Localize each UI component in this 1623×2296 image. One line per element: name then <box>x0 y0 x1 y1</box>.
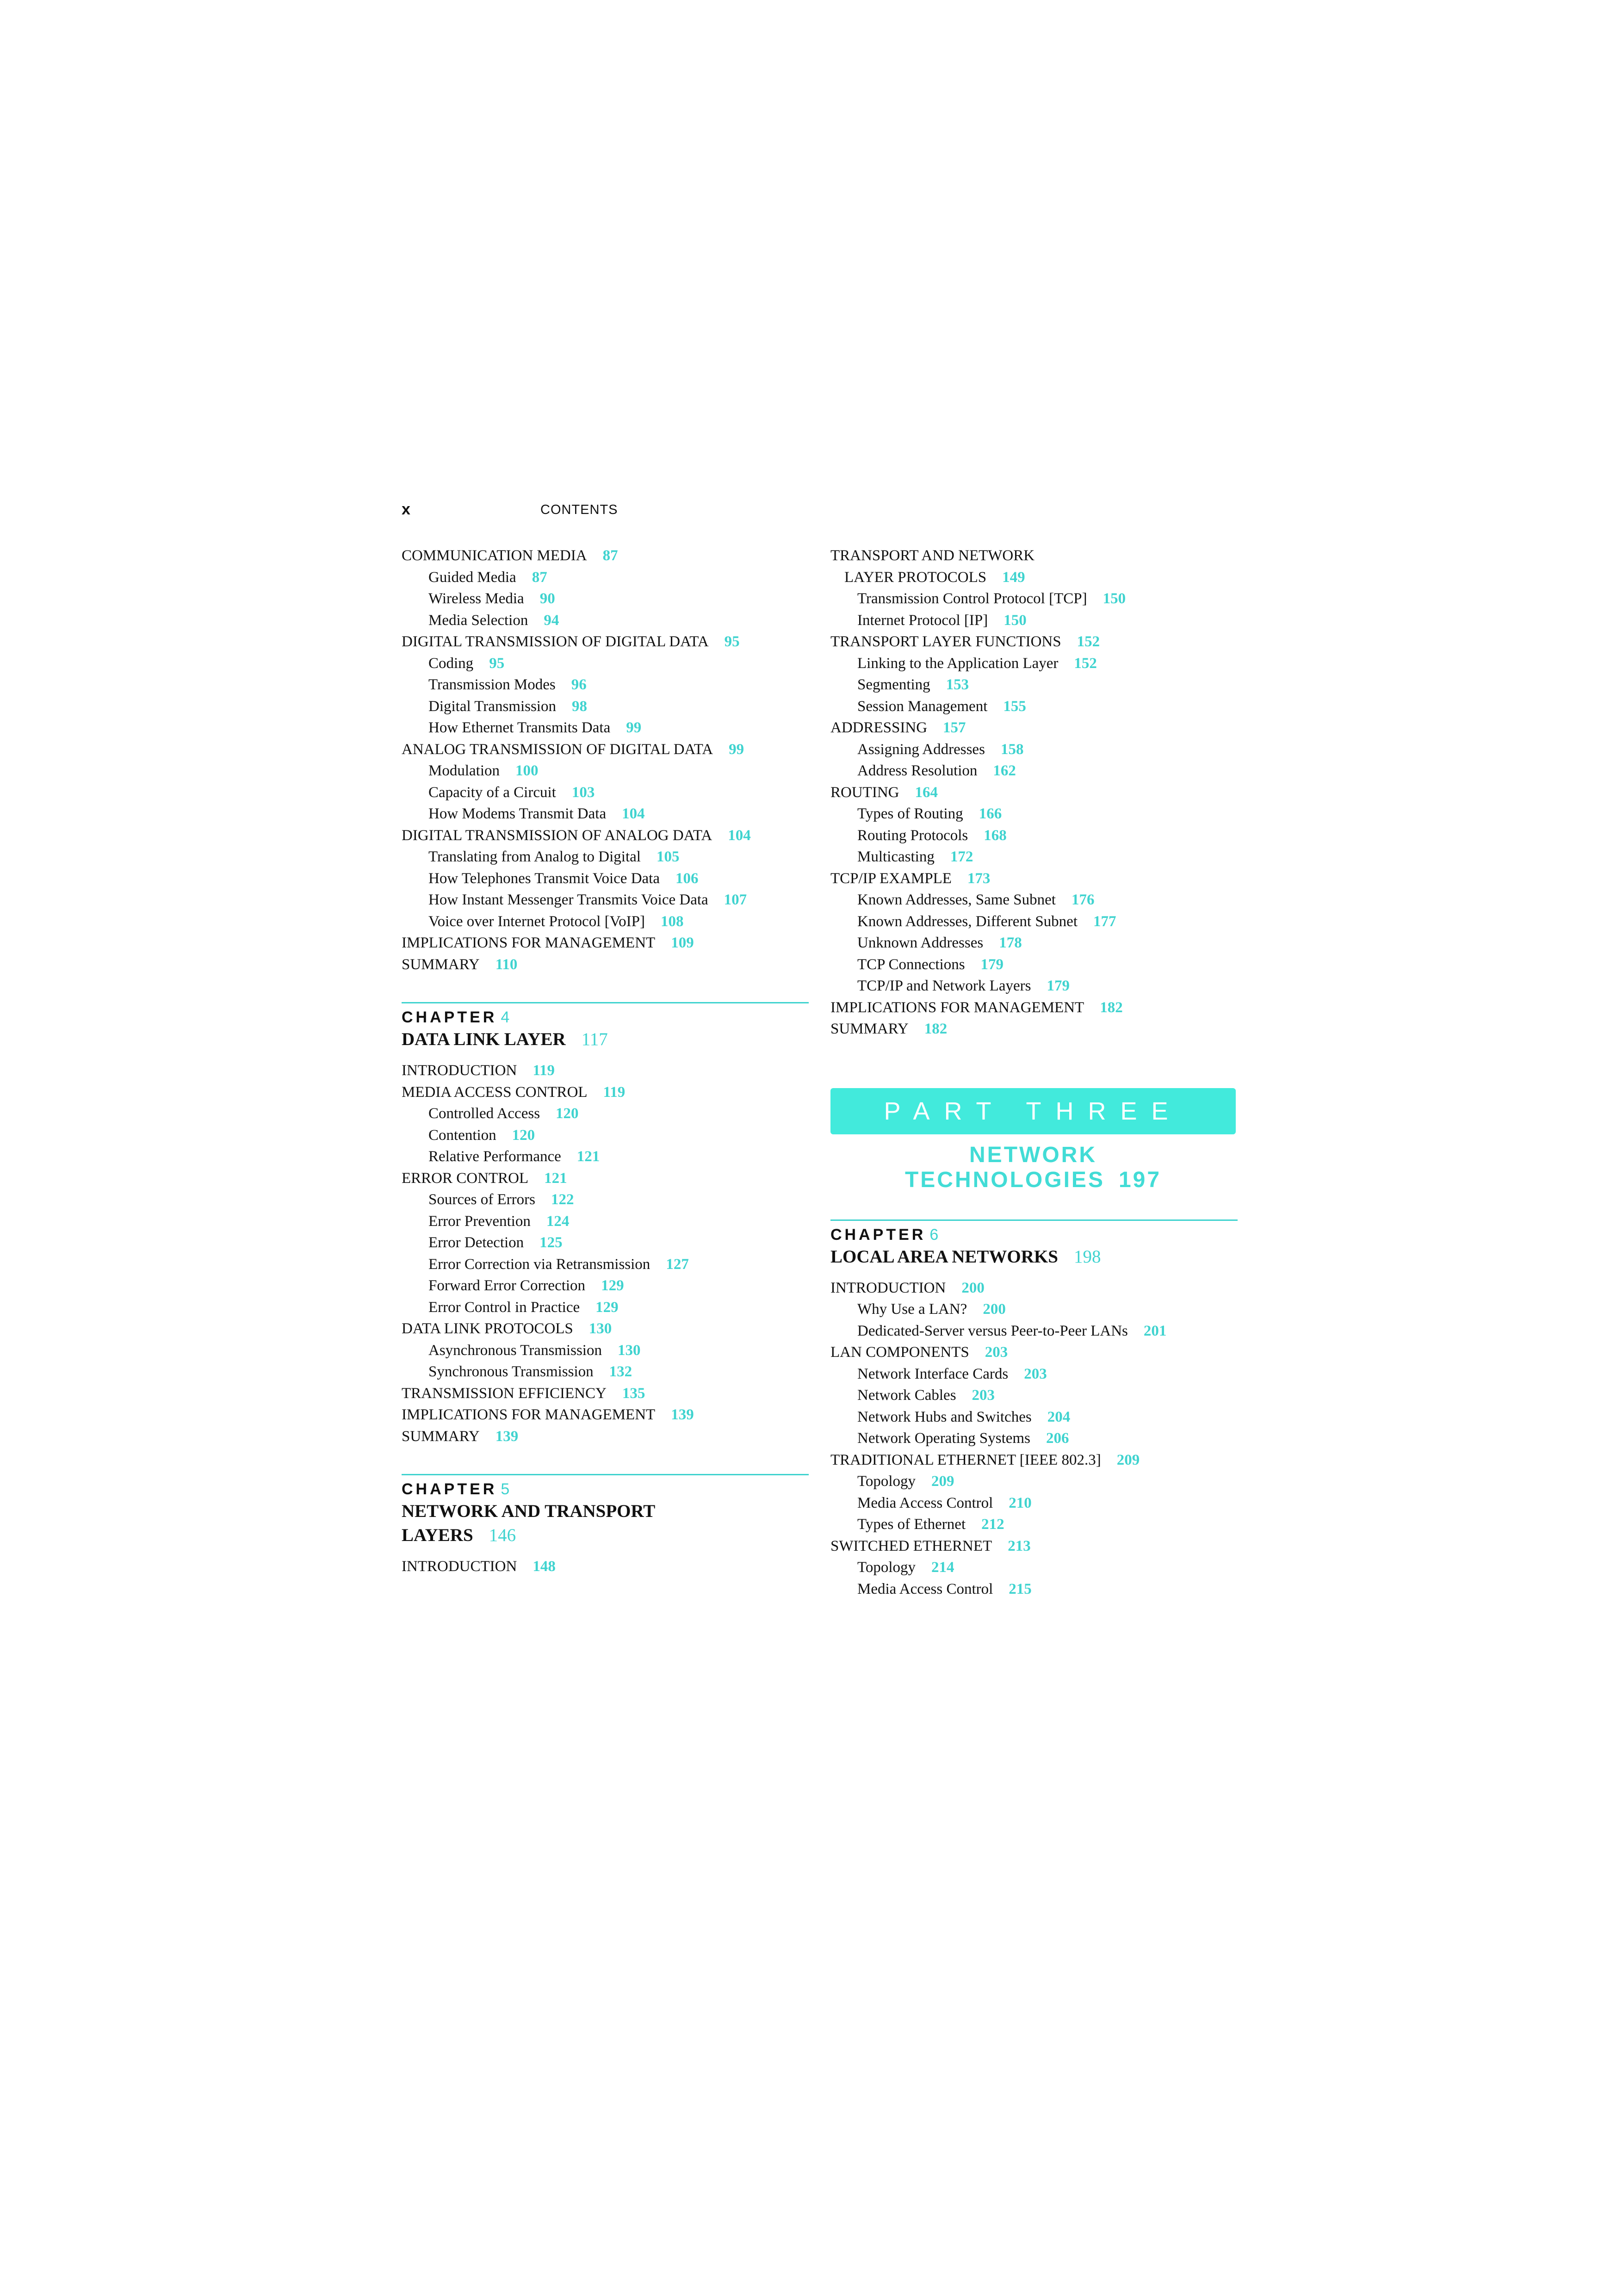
chapter-6-label: CHAPTER 6 <box>830 1225 942 1244</box>
toc-entry-title: IMPLICATIONS FOR MANAGEMENT <box>830 999 1084 1016</box>
toc-page-number: 125 <box>539 1234 563 1251</box>
toc-entry-title: Network Operating Systems <box>857 1430 1030 1447</box>
toc-subentry[interactable] <box>830 846 1238 868</box>
toc-entry[interactable] <box>830 1449 1238 1471</box>
toc-subentry[interactable] <box>830 1492 1238 1514</box>
toc-subentry[interactable] <box>402 1103 809 1125</box>
toc-page-number: 150 <box>1103 590 1126 607</box>
part-three-banner: PART THREE <box>830 1088 1236 1134</box>
toc-entry-title: Network Cables <box>857 1387 956 1404</box>
toc-page-number: 99 <box>729 741 744 758</box>
toc-entry[interactable] <box>402 1318 809 1340</box>
toc-page-number: 177 <box>1093 913 1116 930</box>
toc-page-number: 182 <box>924 1021 948 1037</box>
toc-entry-title: Topology <box>857 1473 916 1490</box>
toc-subentry[interactable] <box>402 1340 809 1362</box>
toc-entry-title: How Ethernet Transmits Data <box>428 719 611 736</box>
toc-entry-title: Relative Performance <box>428 1148 561 1165</box>
toc-entry-title: TCP/IP and Network Layers <box>857 978 1031 994</box>
toc-page-number: 110 <box>495 956 518 973</box>
toc-page-number: 87 <box>602 547 618 564</box>
toc-subentry[interactable] <box>402 760 809 782</box>
toc-page-number: 152 <box>1074 655 1097 672</box>
toc-entry-title: Dedicated-Server versus Peer-to-Peer LANs <box>857 1322 1128 1339</box>
toc-page-number: 94 <box>544 612 559 629</box>
toc-subentry[interactable] <box>402 1254 809 1275</box>
toc-page-number: 179 <box>980 956 1004 973</box>
toc-page-number: 212 <box>981 1516 1004 1533</box>
toc-entry-title: Modulation <box>428 762 500 779</box>
toc-page-number: 164 <box>915 784 938 801</box>
toc-entry[interactable] <box>830 1535 1238 1557</box>
toc-entry-title: ERROR CONTROL <box>402 1170 529 1187</box>
toc-entry-title: Guided Media <box>428 569 516 586</box>
toc-entry-title: Media Access Control <box>857 1494 993 1511</box>
toc-subentry[interactable] <box>402 588 809 610</box>
toc-entry[interactable] <box>830 1277 1238 1299</box>
toc-subentry[interactable] <box>830 1406 1238 1428</box>
toc-page-number: 124 <box>546 1213 570 1230</box>
toc-page-number: 104 <box>622 805 645 822</box>
toc-page-number: 139 <box>671 1406 694 1423</box>
toc-entry-title: How Modems Transmit Data <box>428 805 607 822</box>
toc-entry-title: Transmission Modes <box>428 676 556 693</box>
chapter-5-page: 146 <box>489 1525 516 1545</box>
toc-page-number: 99 <box>626 719 642 736</box>
toc-page-number: 179 <box>1047 978 1070 994</box>
toc-entry[interactable] <box>830 631 1238 653</box>
toc-subentry[interactable] <box>830 975 1238 997</box>
toc-entry-title: Transmission Control Protocol [TCP] <box>857 590 1087 607</box>
toc-entry[interactable] <box>830 1018 1238 1040</box>
toc-subentry[interactable] <box>402 782 809 804</box>
toc-subentry[interactable] <box>830 696 1238 718</box>
toc-entry-title: INTRODUCTION <box>402 1062 517 1079</box>
toc-entry-title: COMMUNICATION MEDIA <box>402 547 587 564</box>
toc-page-number: 214 <box>931 1559 954 1576</box>
toc-page-number: 105 <box>656 848 680 865</box>
toc-page-number: 120 <box>512 1126 535 1144</box>
toc-entry-title: SWITCHED ETHERNET <box>830 1537 992 1554</box>
toc-entry-title: Media Selection <box>428 612 528 629</box>
toc-page-number: 95 <box>724 633 740 650</box>
toc-subentry[interactable] <box>402 1275 809 1297</box>
toc-entry-title: ADDRESSING <box>830 719 928 736</box>
toc-entry[interactable] <box>830 1342 1238 1363</box>
toc-entry[interactable] <box>402 1404 809 1426</box>
toc-page-number: 200 <box>983 1301 1006 1318</box>
toc-page-number: 155 <box>1003 698 1026 715</box>
toc-entry-title: Controlled Access <box>428 1105 540 1122</box>
toc-page-number: 109 <box>671 934 694 951</box>
toc-subentry[interactable] <box>830 1557 1238 1578</box>
toc-entry-title: Segmenting <box>857 676 930 693</box>
toc-entry-title: Routing Protocols <box>857 827 968 844</box>
toc-page-number: 203 <box>972 1387 995 1404</box>
toc-subentry[interactable] <box>830 932 1238 954</box>
toc-page-number: 87 <box>532 569 547 586</box>
toc-page-number: 106 <box>675 870 699 887</box>
toc-subentry[interactable] <box>402 803 809 825</box>
toc-page-number: 130 <box>617 1342 641 1359</box>
toc-entry[interactable] <box>830 868 1238 890</box>
toc-subentry[interactable] <box>830 825 1238 847</box>
toc-entry[interactable] <box>830 567 1238 588</box>
chapter-6-title[interactable]: LOCAL AREA NETWORKS 198 <box>830 1246 1101 1267</box>
toc-right-column <box>830 545 1238 1600</box>
toc-entry-title: Contention <box>428 1126 496 1144</box>
toc-entry[interactable] <box>402 545 809 567</box>
toc-page-number: 129 <box>595 1299 619 1316</box>
toc-entry-title: DATA LINK PROTOCOLS <box>402 1320 573 1337</box>
toc-page-number: 149 <box>1002 569 1025 586</box>
toc-subentry[interactable] <box>402 717 809 739</box>
toc-subentry[interactable] <box>830 610 1238 631</box>
toc-subentry[interactable] <box>830 911 1238 933</box>
toc-entry-title: DIGITAL TRANSMISSION OF ANALOG DATA <box>402 827 712 844</box>
toc-page-number: 203 <box>985 1344 1008 1361</box>
toc-entry-title: Topology <box>857 1559 916 1576</box>
page-folio: x <box>402 501 410 518</box>
toc-subentry[interactable] <box>830 1385 1238 1406</box>
toc-subentry[interactable] <box>402 911 809 933</box>
toc-subentry[interactable] <box>402 1211 809 1232</box>
toc-page-number: 139 <box>495 1428 519 1445</box>
toc-page-number: 215 <box>1009 1580 1032 1597</box>
toc-page-number: 182 <box>1100 999 1123 1016</box>
toc-entry-title: Network Hubs and Switches <box>857 1408 1032 1425</box>
toc-entry-title: Forward Error Correction <box>428 1277 586 1294</box>
part-three-page: 197 <box>1118 1167 1162 1192</box>
toc-entry[interactable] <box>402 825 809 847</box>
toc-page-number: 132 <box>609 1363 632 1380</box>
toc-subentry[interactable] <box>830 1578 1238 1600</box>
toc-entry-title: TRANSPORT AND NETWORK <box>830 547 1035 564</box>
toc-list-ch6 <box>830 1277 1238 1600</box>
toc-entry-title: Network Interface Cards <box>857 1365 1009 1382</box>
toc-page-number: 166 <box>979 805 1002 822</box>
toc-subentry[interactable] <box>830 1471 1238 1492</box>
toc-entry-title: Error Correction via Retransmission <box>428 1256 650 1273</box>
chapter-4-title[interactable]: DATA LINK LAYER 117 <box>402 1029 608 1049</box>
toc-subentry[interactable] <box>402 696 809 718</box>
toc-entry-title: Wireless Media <box>428 590 524 607</box>
toc-entry[interactable] <box>402 954 809 976</box>
toc-subentry[interactable] <box>402 1361 809 1383</box>
toc-page-number: 209 <box>931 1473 954 1490</box>
toc-page-number: 127 <box>666 1256 689 1273</box>
toc-entry-title: ROUTING <box>830 784 899 801</box>
toc-subentry[interactable] <box>830 1363 1238 1385</box>
toc-page-number: 204 <box>1047 1408 1071 1425</box>
toc-left-column <box>402 545 809 1578</box>
toc-entry[interactable] <box>402 1426 809 1448</box>
toc-list-ch4 <box>402 1060 809 1447</box>
toc-entry[interactable] <box>402 1060 809 1082</box>
toc-page-number: 96 <box>571 676 587 693</box>
toc-subentry[interactable] <box>402 1125 809 1146</box>
toc-subentry[interactable] <box>402 1232 809 1254</box>
running-title: CONTENTS <box>540 502 618 517</box>
chapter-divider <box>402 1474 809 1475</box>
toc-entry[interactable] <box>402 739 809 761</box>
toc-entry-title: Error Prevention <box>428 1213 531 1230</box>
toc-entry-title: Error Detection <box>428 1234 524 1251</box>
toc-subentry[interactable] <box>830 1299 1238 1320</box>
toc-entry-title: Known Addresses, Same Subnet <box>857 891 1056 908</box>
chapter-5-label: CHAPTER 5 <box>402 1480 513 1498</box>
toc-entry-title: SUMMARY <box>402 1428 480 1445</box>
toc-subentry[interactable] <box>402 1146 809 1168</box>
toc-page-number: 121 <box>576 1148 600 1165</box>
toc-subentry[interactable] <box>830 588 1238 610</box>
toc-subentry[interactable] <box>830 760 1238 782</box>
toc-page-number: 119 <box>533 1062 555 1079</box>
toc-page-number: 152 <box>1077 633 1100 650</box>
toc-entry-title: SUMMARY <box>830 1021 909 1037</box>
toc-page-number: 129 <box>601 1277 624 1294</box>
toc-subentry[interactable] <box>402 610 809 631</box>
toc-page-number: 210 <box>1009 1494 1032 1511</box>
toc-subentry[interactable] <box>402 674 809 696</box>
toc-entry[interactable] <box>402 932 809 954</box>
toc-subentry[interactable] <box>402 1297 809 1318</box>
toc-page-number: 135 <box>622 1385 645 1402</box>
toc-page-number: 203 <box>1024 1365 1047 1382</box>
toc-page-number: 213 <box>1008 1537 1031 1554</box>
toc-subentry[interactable] <box>830 653 1238 675</box>
chapter-4-number: 4 <box>501 1009 513 1026</box>
chapter-5-number: 5 <box>501 1480 513 1498</box>
toc-entry-title: Why Use a LAN? <box>857 1301 967 1318</box>
toc-entry-title: TCP Connections <box>857 956 965 973</box>
toc-page-number: 120 <box>556 1105 579 1122</box>
toc-page-number: 122 <box>551 1191 574 1208</box>
toc-subentry[interactable] <box>402 846 809 868</box>
toc-page-number: 130 <box>588 1320 612 1337</box>
toc-entry[interactable] <box>830 997 1238 1019</box>
toc-entry-title: Synchronous Transmission <box>428 1363 594 1380</box>
toc-entry-title: Media Access Control <box>857 1580 993 1597</box>
toc-entry-title: ANALOG TRANSMISSION OF DIGITAL DATA <box>402 741 713 758</box>
chapter-4-label: CHAPTER 4 <box>402 1009 513 1026</box>
toc-entry-title: IMPLICATIONS FOR MANAGEMENT <box>402 1406 656 1423</box>
toc-list-ch3-continued <box>402 545 809 975</box>
toc-page-number: 173 <box>967 870 991 887</box>
chapter-4-page: 117 <box>581 1029 608 1049</box>
toc-entry-title: TRANSPORT LAYER FUNCTIONS <box>830 633 1061 650</box>
toc-subentry[interactable] <box>830 674 1238 696</box>
toc-page-number: 162 <box>993 762 1016 779</box>
toc-subentry[interactable] <box>830 1514 1238 1535</box>
toc-subentry[interactable] <box>402 1189 809 1211</box>
toc-page-number: 98 <box>571 698 587 715</box>
toc-entry-title: TRANSMISSION EFFICIENCY <box>402 1385 607 1402</box>
toc-subentry[interactable] <box>830 1320 1238 1342</box>
toc-entry-title: Internet Protocol [IP] <box>857 612 988 629</box>
toc-page-number: 153 <box>946 676 969 693</box>
toc-entry[interactable] <box>830 717 1238 739</box>
toc-page-number: 95 <box>489 655 505 672</box>
toc-entry-title: Session Management <box>857 698 988 715</box>
toc-page-number: 172 <box>950 848 973 865</box>
toc-entry-title: Address Resolution <box>857 762 978 779</box>
chapter-divider <box>830 1219 1238 1221</box>
toc-page-number: 107 <box>724 891 747 908</box>
toc-subentry[interactable] <box>402 653 809 675</box>
toc-page-number: 206 <box>1046 1430 1069 1447</box>
toc-page-number: 168 <box>984 827 1007 844</box>
toc-subentry[interactable] <box>830 889 1238 911</box>
part-three-title[interactable]: NETWORK TECHNOLOGIES 197 <box>904 1142 1162 1192</box>
toc-entry[interactable] <box>830 782 1238 804</box>
toc-page-number: 100 <box>515 762 539 779</box>
toc-entry-title: Coding <box>428 655 474 672</box>
toc-page-number: 121 <box>544 1170 567 1187</box>
toc-entry-title: TCP/IP EXAMPLE <box>830 870 952 887</box>
toc-page-number: 178 <box>999 934 1022 951</box>
toc-entry[interactable] <box>402 1383 809 1405</box>
toc-page-number: 150 <box>1004 612 1027 629</box>
toc-subentry[interactable] <box>830 954 1238 976</box>
chapter-5-title[interactable]: NETWORK AND TRANSPORT LAYERS 146 <box>402 1501 656 1545</box>
toc-entry-title: Voice over Internet Protocol [VoIP] <box>428 913 645 930</box>
chapter-6-page: 198 <box>1073 1246 1101 1267</box>
toc-entry-title: Assigning Addresses <box>857 741 985 758</box>
toc-entry-title: Translating from Analog to Digital <box>428 848 641 865</box>
toc-page-number: 157 <box>943 719 966 736</box>
toc-page-number: 108 <box>661 913 684 930</box>
toc-entry-title: How Telephones Transmit Voice Data <box>428 870 660 887</box>
running-head <box>402 501 864 524</box>
toc-subentry[interactable] <box>830 803 1238 825</box>
toc-entry-title: SUMMARY <box>402 956 480 973</box>
toc-page-number: 201 <box>1143 1322 1167 1339</box>
toc-entry-title: IMPLICATIONS FOR MANAGEMENT <box>402 934 656 951</box>
toc-entry-title: LAN COMPONENTS <box>830 1344 969 1361</box>
toc-entry-title: Types of Routing <box>857 805 963 822</box>
toc-entry-title: Error Control in Practice <box>428 1299 580 1316</box>
chapter-divider <box>402 1002 809 1003</box>
toc-entry-title: Multicasting <box>857 848 935 865</box>
toc-entry-title: LAYER PROTOCOLS <box>844 569 987 586</box>
toc-entry-title: Linking to the Application Layer <box>857 655 1059 672</box>
toc-entry-title: Sources of Errors <box>428 1191 535 1208</box>
toc-subentry[interactable] <box>402 567 809 588</box>
toc-entry-title: Digital Transmission <box>428 698 556 715</box>
toc-page-number: 209 <box>1116 1451 1140 1468</box>
toc-entry-title: Known Addresses, Different Subnet <box>857 913 1078 930</box>
toc-entry[interactable] <box>402 1556 809 1578</box>
toc-entry-title: Types of Ethernet <box>857 1516 966 1533</box>
toc-page-number: 200 <box>961 1279 985 1296</box>
toc-entry-title: Asynchronous Transmission <box>428 1342 602 1359</box>
toc-entry[interactable] <box>402 631 809 653</box>
toc-page-number: 104 <box>728 827 751 844</box>
toc-entry-title: How Instant Messenger Transmits Voice Data <box>428 891 708 908</box>
toc-subentry[interactable] <box>402 868 809 890</box>
toc-entry-title: Capacity of a Circuit <box>428 784 556 801</box>
toc-subentry[interactable] <box>830 739 1238 761</box>
toc-page-number: 148 <box>533 1558 556 1575</box>
toc-entry[interactable] <box>402 1082 809 1103</box>
toc-list-ch5 <box>402 1556 809 1578</box>
toc-entry[interactable] <box>830 545 1238 567</box>
toc-page-number: 158 <box>1000 741 1024 758</box>
toc-page-number: 90 <box>539 590 555 607</box>
toc-page-number: 119 <box>603 1083 626 1101</box>
toc-list-ch5-continued <box>830 545 1238 1040</box>
toc-subentry[interactable] <box>402 889 809 911</box>
toc-subentry[interactable] <box>830 1428 1238 1449</box>
toc-entry-title: DIGITAL TRANSMISSION OF DIGITAL DATA <box>402 633 709 650</box>
toc-entry-title: Unknown Addresses <box>857 934 984 951</box>
toc-page-number: 103 <box>571 784 595 801</box>
toc-entry-title: INTRODUCTION <box>402 1558 517 1575</box>
toc-page-number: 176 <box>1071 891 1095 908</box>
toc-entry-title: MEDIA ACCESS CONTROL <box>402 1083 588 1101</box>
chapter-6-number: 6 <box>929 1225 942 1244</box>
toc-entry-title: INTRODUCTION <box>830 1279 946 1296</box>
toc-entry[interactable] <box>402 1168 809 1189</box>
toc-entry-title: TRADITIONAL ETHERNET [IEEE 802.3] <box>830 1451 1101 1468</box>
